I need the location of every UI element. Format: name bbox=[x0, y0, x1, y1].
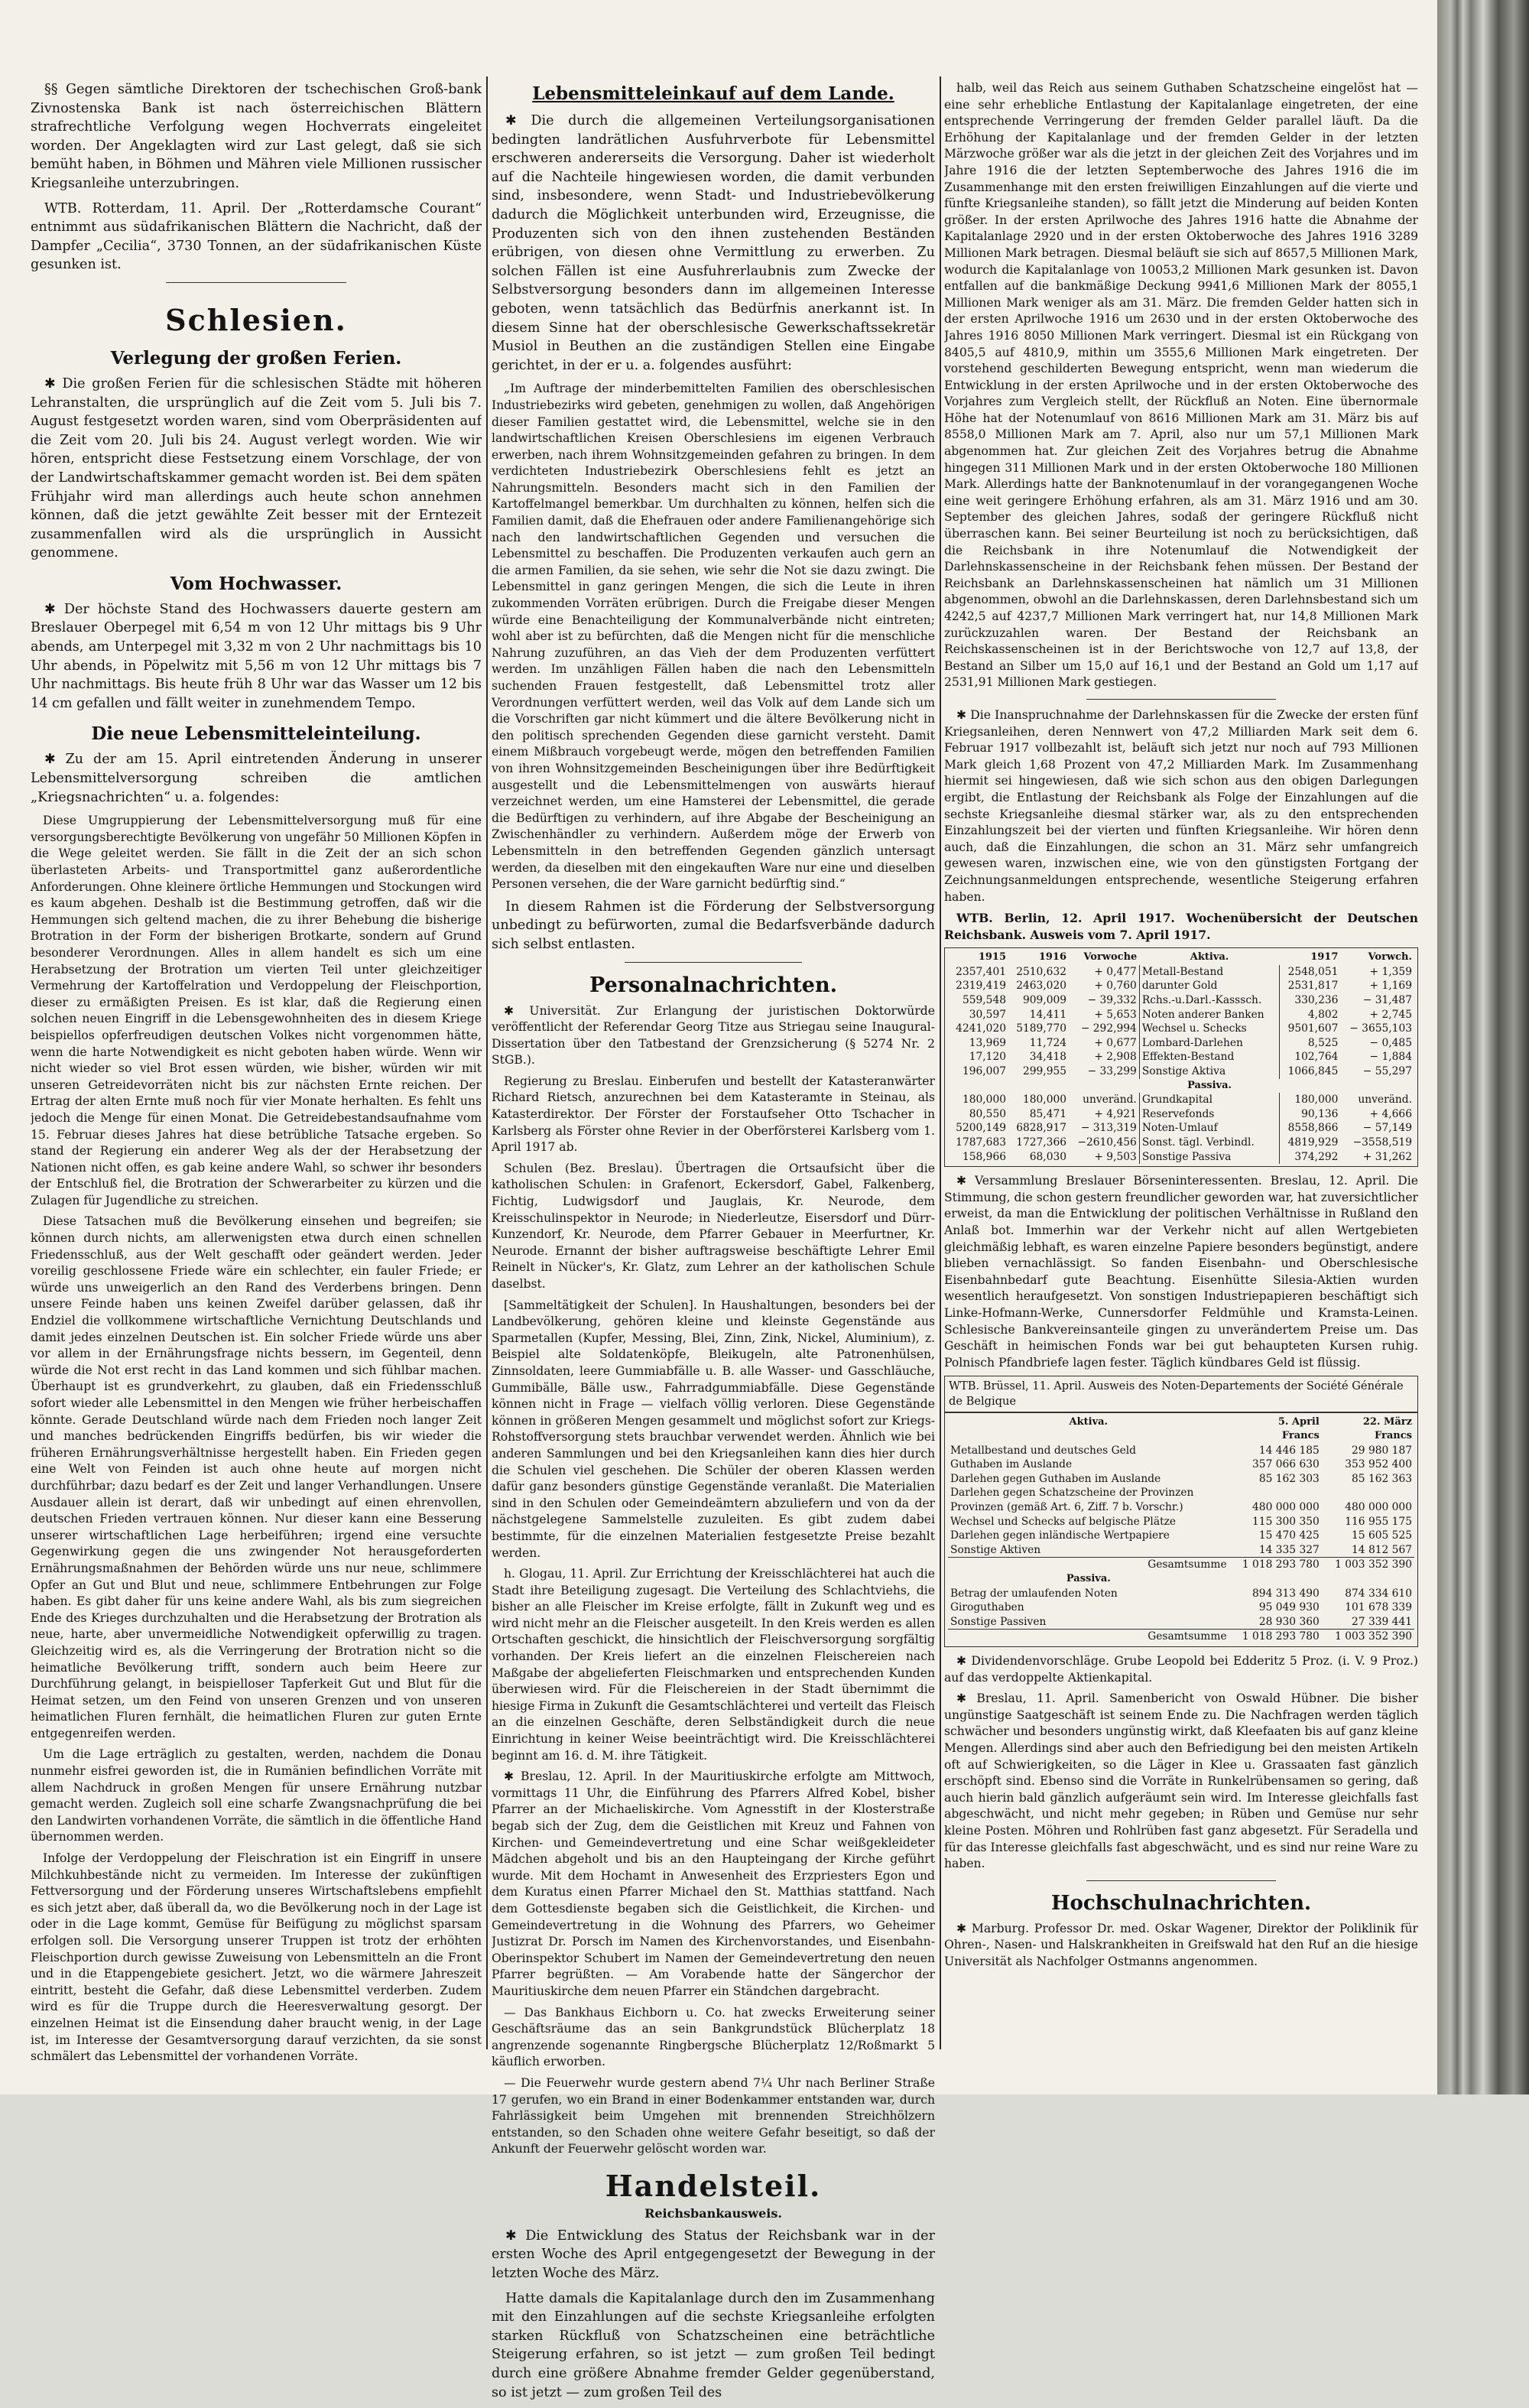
table-row bbox=[948, 1150, 1414, 1165]
table-cell: 2319,419 bbox=[956, 980, 1007, 993]
separator bbox=[166, 282, 346, 283]
table-cell: −2610,456 bbox=[1077, 1136, 1137, 1149]
row-label: Sonstige Aktiva bbox=[1139, 1064, 1280, 1079]
col-header: Aktiva. bbox=[1190, 951, 1229, 964]
table-cell: − 31,487 bbox=[1362, 994, 1412, 1007]
col-header: 5. April bbox=[1277, 1415, 1320, 1428]
table-cell: 480 000 000 bbox=[1252, 1501, 1320, 1514]
headline-lebensmitteleinteilung: Die neue Lebensmitteleinteilung. bbox=[91, 723, 421, 745]
table-cell: 353 952 400 bbox=[1345, 1458, 1412, 1471]
table-row bbox=[948, 1515, 1414, 1529]
article-text: Um die Lage erträglich zu gestalten, werden, nachdem die Donau nunmehr eisfrei geworden ist, die in Rumänien befindlichen Vorräte mit allem Nachdruck in großen Mengen für unsere Ernährung nutzbar gemacht werden. Zugleich soll eine scharfe Zwangsnachprüfung die bei den Landwirten vorhandenen Vorräte, die sämtlich in die öffentliche Hand übernommen werden. bbox=[31, 1747, 482, 1844]
row-label: Guthaben im Auslande bbox=[950, 1458, 1073, 1471]
table-cell: 196,007 bbox=[962, 1065, 1007, 1078]
table-row bbox=[948, 1022, 1414, 1036]
table-cell: 874 334 610 bbox=[1345, 1587, 1412, 1600]
table-cell: 68,030 bbox=[1029, 1150, 1067, 1163]
section-heading-schlesien: Schlesien. bbox=[165, 302, 347, 337]
table-cell: 374,292 bbox=[1280, 1150, 1341, 1165]
row-label: Wechsel und Schecks auf belgische Plätze bbox=[950, 1515, 1177, 1528]
row-label: Provinzen (gemäß Art. 6, Ziff. 7 b. Vorschr.) bbox=[950, 1501, 1183, 1514]
table-cell: unveränd. bbox=[1358, 1094, 1412, 1107]
table-cell: 15 605 525 bbox=[1352, 1529, 1412, 1542]
table-row bbox=[948, 1121, 1414, 1136]
table-cell: 8,525 bbox=[1280, 1036, 1341, 1051]
table-cell: 27 339 441 bbox=[1352, 1615, 1412, 1628]
row-label: darunter Gold bbox=[1139, 979, 1280, 993]
table-cell: 1 003 352 390 bbox=[1322, 1558, 1414, 1572]
article-text: WTB. Rotterdam, 11. April. Der „Rotterdamsche Courant“ entnimmt aus südafrikanischen Blättern die Nachricht, daß der Dampfer „Cecilia“, 3730 Tonnen, an der südafrikanischen Küste gesunken ist. bbox=[31, 200, 482, 273]
table-cell: − 39,332 bbox=[1087, 994, 1137, 1007]
table-cell: 4,802 bbox=[1280, 1008, 1341, 1022]
table-cell: + 0,760 bbox=[1094, 980, 1137, 993]
table-cell: 17,120 bbox=[969, 1051, 1007, 1064]
col-header: Passiva. bbox=[1066, 1573, 1111, 1585]
row-label: Lombard-Darlehen bbox=[1139, 1036, 1280, 1051]
table-cell: 1727,366 bbox=[1016, 1136, 1067, 1149]
table-cell: 29 980 187 bbox=[1352, 1444, 1412, 1457]
table-cell: 330,236 bbox=[1280, 993, 1341, 1008]
row-label: Gesamtsumme bbox=[948, 1630, 1229, 1644]
article-text: Hatte damals die Kapitalanlage durch den im Zusammenhang mit den Einzahlungen auf die sechste Kriegsanleihe erfolgten starken Rückfluß von Schatzscheinen eine beträchtliche Steigerung erfahren, so ist jetzt — zum großen Teil bedingt durch eine größere Abnahme fremder Gelder gegenüberstand, so ist jetzt — zum großen Teil des bbox=[492, 2290, 935, 2400]
table-cell: + 2,745 bbox=[1369, 1008, 1412, 1021]
section-heading-personal: Personalnachrichten. bbox=[589, 973, 837, 997]
headline-ferien: Verlegung der großen Ferien. bbox=[110, 347, 402, 369]
table-row bbox=[948, 1050, 1414, 1064]
row-label: Rchs.-u.Darl.-Kasssch. bbox=[1139, 993, 1280, 1008]
reichsbank-table bbox=[944, 947, 1418, 1167]
table-cell: 158,966 bbox=[962, 1150, 1007, 1163]
table-cell: − 1,884 bbox=[1369, 1051, 1412, 1064]
table-row bbox=[948, 1529, 1414, 1543]
table-row bbox=[948, 1486, 1414, 1500]
table-cell: 2548,051 bbox=[1280, 965, 1341, 980]
row-label: Metall-Bestand bbox=[1139, 965, 1280, 980]
book-edge bbox=[1437, 0, 1529, 2094]
row-label: Wechsel u. Schecks bbox=[1139, 1022, 1280, 1036]
row-label: Gesamtsumme bbox=[948, 1558, 1229, 1572]
table-cell: 2463,020 bbox=[1016, 980, 1067, 993]
table-cell: + 4,921 bbox=[1094, 1107, 1137, 1120]
table-cell: − 57,149 bbox=[1362, 1122, 1412, 1135]
table-cell: 95 049 930 bbox=[1258, 1601, 1320, 1614]
separator bbox=[1086, 1880, 1276, 1881]
table-cell: 14 446 185 bbox=[1258, 1444, 1320, 1457]
belgique-title: WTB. Brüssel, 11. April. Ausweis des Noten-Departements der Société Générale de Belgique bbox=[944, 1376, 1418, 1412]
col-header: 1915 bbox=[978, 951, 1007, 964]
table-row bbox=[948, 1472, 1414, 1487]
table-cell: 6828,917 bbox=[1016, 1122, 1067, 1135]
table-cell: + 4,666 bbox=[1369, 1107, 1412, 1120]
article-text: ✱ Die durch die allgemeinen Verteilungsorganisationen bedingten landrätlichen Ausfuhrverbote für Lebensmittel erschweren andererseits die Versorgung. Daher ist wiederholt auf die Nachteile hingewiesen worden, die damit verbunden sind, insbesondere, wenn Stadt- und Industriebevölkerung dadurch die Möglichkeit unterbunden wird, Erzeugnisse, die Produzenten sich von den ihnen zustehenden Beständen erübrigen, von diesen ohne Vermittlung zu erwerben. Zu solchen Fällen ist eine Ausfuhrerlaubnis zum Zwecke der Selbstversorgung besonders dann im allgemeinen Interesse geboten, wenn tatsächlich das Bedürfnis anerkannt ist. In diesem Sinne hat der oberschlesische Gewerkschaftssekretär Musiol in Beuthen an die zuständigen Stellen eine Eingabe gerichtet, in der er u. a. folgendes ausführt: bbox=[492, 113, 935, 373]
row-label: Sonst. tägl. Verbindl. bbox=[1139, 1136, 1280, 1150]
table-cell: 180,000 bbox=[1022, 1094, 1067, 1107]
table-cell bbox=[1229, 1486, 1322, 1500]
headline-lebensmitteleinkauf: Lebensmitteleinkauf auf dem Lande. bbox=[532, 83, 894, 104]
article-text: ✱ Zu der am 15. April eintretenden Änderung in unserer Lebensmittelversorgung schreiben die amtlichen „Kriegsnachrichten“ u. a. folgendes: bbox=[31, 752, 482, 805]
article-text: ✱ Breslau, 12. April. In der Mauritiuskirche erfolgte am Mittwoch, vormittags 11 Uhr, die Einführung des Pfarrers Alfred Kobel, bisher Pfarrer an der Michaeliskirche. Vom Agnesstift in der Klosterstraße begab sich der Zug, dem die Geistlichen mit Kreuz und Fahnen von Kirchen- und Gemeindevertretung und eine Schar weißgekleideter Mädchen abgeholt und bis an den Haupteingang der Kirche geführt wurde. Mit dem Hochamt in Anwesenheit des Erzpriesters Egon und dem Kuratus einen Pfarrer Michael den St. Matthias stattfand. Nach dem Gottesdienste begaben sich die Geistlichkeit, die Kirchen- und Gemeindevertretung in die Wohnung des Pfarrers, wo Geheimer Justizrat Dr. Porsch im Namen des Kirchenvorstandes, und Eisenbahn-Oberinspektor Schubert im Namen der Gemeindevertretung den neuen Pfarrer begrüßten. — Am Vorabende hatte der Sängerchor der Mauritiuskirche dem neuen Pfarrer ein Ständchen dargebracht. bbox=[492, 1769, 935, 1998]
table-row bbox=[948, 1136, 1414, 1150]
article-text: ✱ Breslau, 11. April. Samenbericht von Oswald Hübner. Die bisher ungünstige Saatgeschäft ist seinem Ende zu. Die Nachfragen werden täglich schwächer und besonders ungünstig wirkt, daß Kleefaaten bis auf ganz kleine Mengen. Allerdings sind aber auch den Befriedigung bei den meisten Artikeln oft auf Schwierigkeiten, so die Läger in Klee u. Grassaaten fast gänzlich erschöpft sind. Ebenso sind die Vorräte in Runkelrübensamen so gering, daß auch hierin bald gänzlich aufgeräumt sein wird. Im Interesse gleichfalls fast abgeschwächt, und nicht mehr gegeben; in Rüben und Gemüse nur sehr kleine Posten. Möhren und Rohlrüben fast ganz abgesetzt. Für Seradella und für das Interesse gleichfalls fast abgeschwächt, und es sind nur reine Ware zu haben. bbox=[944, 1691, 1418, 1871]
row-label: Darlehen gegen Schatzscheine der Provinzen bbox=[950, 1487, 1194, 1500]
subheading-reichsbankausweis: Reichsbankausweis. bbox=[644, 2205, 782, 2221]
table-cell: 559,548 bbox=[962, 994, 1007, 1007]
row-label: Metallbestand und deutsches Geld bbox=[950, 1444, 1137, 1457]
table-row bbox=[948, 1036, 1414, 1051]
article-text: §§ Gegen sämtliche Direktoren der tschechischen Groß-bank Zivnostenska Bank ist nach österreichischen Blättern strafrechtliche Verfolgung wegen Hochverrats eingeleitet worden. Der Angeklagten wird zur Last gelegt, daß sie sich bemüht haben, in Böhmen und Mähren viele Millionen russischer Kriegsanleihe unterzubringen. bbox=[31, 82, 482, 191]
section-heading-hochschul: Hochschulnachrichten. bbox=[1050, 1891, 1312, 1915]
row-label: Giroguthaben bbox=[950, 1601, 1024, 1614]
table-cell: 13,969 bbox=[969, 1036, 1007, 1049]
table-cell: 1787,683 bbox=[956, 1136, 1007, 1149]
table-cell: + 1,169 bbox=[1369, 980, 1412, 993]
article-text: „Im Auftrage der minderbemittelten Familien des oberschlesischen Industriebezirks wird gebeten, genehmigen zu wollen, daß Angehörigen dieser Familien gestattet wird, die Lebensmittel, welche sie in den landwirtschaftlichen Kreisen Oberschlesiens im eigenen Verbrauch erwerben, nach ihrem Wohnsitzgemeinden gefahren zu bringen. In dem verdichteten Industriebezirk Oberschlesiens fehlt es jetzt an Nahrungsmitteln. Besonders macht sich in den Familien der Kartoffelmangel bemerkbar. Um durchhalten zu können, helfen sich die Familien damit, daß die Ehefrauen oder andere Familienangehörige sich nach den landwirtschaftlichen Gegenden und versuchen die Lebensmittel zu beschaffen. Die Produzenten verkaufen auch gern an die armen Familien, da sie sehen, wie sehr die Not sie dazu zwingt. Die Lebensmittel in ganz geringen Mengen, die sich die Leute in ihren zukommenden Vorräten erübrigen. Durch die Freigabe dieser Mengen würde eine Benachteiligung der Kommunalverbände nicht eintreten; wohl aber ist zu befürchten, daß die Mengen nicht für die menschliche Nahrung zuzuführen, an das Vieh der dem Produzenten verfüttert werden. Im unzähligen Fällen haben die nach den Lebensmitteln suchenden Frauen festgestellt, daß Lebensmittel trotz aller Verordnungen verfüttert werden, weil das Volk auf dem Lande sich um die Vorschriften gar nicht kümmert und die ältere Bevölkerung nicht in den politisch sprechenden Gegenden diese garnicht versteht. Damit einem Mißbrauch vorgebeugt werde, mögen den betreffenden Familien von ihren Wohnsitzgemeinden Bescheinigungen über ihre Bedürftigkeit ausgestellt und die Lebensmittelmengen von auswärts hierauf verzeichnet werden, um eine Hamsterei der Lebensmittel, die gerade die Bedürftigen zu verhindern, auf ihre Abgabe der Bescheinigung an Zwischenhändler zu verhindern. Außerdem möge der Erwerb von Lebensmitteln in den betreffenden Gegenden gänzlich untersagt werden, da dieselben mit den eingekauften Ware nur eine und dieselben Personen versehen, die der Ware garnicht bedürftig sind.“ bbox=[492, 382, 935, 892]
col-header: Francs bbox=[1281, 1430, 1320, 1442]
table-cell: 8558,866 bbox=[1280, 1121, 1341, 1136]
article-text: ✱ Dividendenvorschläge. Grube Leopold bei Edderitz 5 Proz. (i. V. 9 Proz.) auf das verdoppelte Aktienkapital. bbox=[944, 1654, 1418, 1685]
table-cell: 1066,845 bbox=[1280, 1064, 1341, 1079]
table-cell: 15 470 425 bbox=[1258, 1529, 1320, 1542]
table-cell bbox=[1322, 1486, 1414, 1500]
table-cell: 14 812 567 bbox=[1352, 1543, 1412, 1556]
col-header: Passiva. bbox=[1187, 1079, 1232, 1091]
table-cell: − 0,485 bbox=[1369, 1036, 1412, 1049]
separator bbox=[1086, 699, 1276, 700]
row-label: Reservefonds bbox=[1139, 1107, 1280, 1122]
table-row bbox=[948, 1457, 1414, 1472]
row-label: Betrag der umlaufenden Noten bbox=[950, 1587, 1118, 1600]
row-label: Noten-Umlauf bbox=[1139, 1121, 1280, 1136]
article-text: ✱ Versammlung Breslauer Börseninteressenten. Breslau, 12. April. Die Stimmung, die schon gestern freundlicher geworden war, hat zuversichtlicher erweist, da man die Entwicklung der politischen Verhältnisse in Rußland den Anlaß bot. Immerhin war der Verkehr nicht auf allen Wertgebieten gleichmäßig lebhaft, es waren einzelne Papiere besonders begünstigt, andere blieben vernachlässigt. So fanden Eisenbahn- und Oberschlesische Eisenbahnbedarf gute Beachtung. Eisenhütte Silesia-Aktien wurden wesentlich heraufgesetzt. Von sonstigen Industriepapieren beschäftigt sich Linke-Hofmann-Werke, Cunnersdorfer Feldmühle und Kramsta-Leinen. Schlesische Bankvereinsanteile gingen zu unverändertem Preise um. Das Geschäft in heimischen Fonds war bei gut behaupteten Kursen ruhig. Polnisch Pfandbriefe lagen fester. Täglich kündbares Geld ist flüssig. bbox=[944, 1174, 1418, 1370]
column-right bbox=[944, 80, 1418, 1975]
table-cell: 14 335 327 bbox=[1258, 1543, 1320, 1556]
table-row bbox=[948, 1543, 1414, 1558]
table-cell: 14,411 bbox=[1029, 1008, 1067, 1021]
col-header: 1917 bbox=[1310, 951, 1339, 964]
col-header: 1916 bbox=[1038, 951, 1067, 964]
table-cell: + 1,359 bbox=[1369, 965, 1412, 978]
article-text: WTB. Berlin, 12. April 1917. Wochenübersicht der Deutschen Reichsbank. Ausweis vom 7. April 1917. bbox=[944, 911, 1418, 942]
article-text: — Die Feuerwehr wurde gestern abend 7¼ Uhr nach Berliner Straße 17 gerufen, wo ein Brand in einer Bodenkammer entstanden war, durch Fahrlässigkeit beim Umgehen mit brennenden Streichhölzern entstanden, so den Schaden ohne weitere Gefahr beseitigt, so daß der Ankunft der Feuerwehr gelöscht worden war. bbox=[492, 2075, 935, 2156]
table-cell: 115 300 350 bbox=[1252, 1515, 1320, 1528]
table-cell: + 2,908 bbox=[1094, 1051, 1137, 1064]
table-cell: 34,418 bbox=[1029, 1051, 1067, 1064]
table-cell: 2510,632 bbox=[1016, 965, 1067, 978]
row-label: Sonstige Passiva bbox=[1139, 1150, 1280, 1165]
table-cell: 85 162 363 bbox=[1352, 1472, 1412, 1485]
table-cell: 30,597 bbox=[969, 1008, 1007, 1021]
table-cell: 180,000 bbox=[962, 1094, 1007, 1107]
separator bbox=[625, 962, 802, 963]
article-text: — Das Bankhaus Eichborn u. Co. hat zwecks Erweiterung seiner Geschäftsräume das an sein Bankgrundstück Blücherplatz 18 angrenzende sogenannte Ringbergsche Blücherplatz 12/Roßmarkt 5 käuflich erworben. bbox=[492, 2005, 935, 2069]
col-header: Aktiva. bbox=[1069, 1415, 1109, 1428]
table-cell: 1 018 293 780 bbox=[1229, 1558, 1322, 1572]
article-text: ✱ Die Inanspruchnahme der Darlehnskassen für die Zwecke der ersten fünf Kriegsanleihen, deren Nennwert von 47,2 Milliarden Mark seit dem 6. Februar 1917 vollbezahlt ist, beläuft sich jetzt nur noch auf 793 Millionen Mark gleich 1,68 Prozent von 47,2 Milliarden Mark. Im Zusammenhang hiermit sei hingewiesen, daß wie sich schon aus den obigen Darlegungen ergibt, die Entlastung der Reichsbank als Folge der Einzahlungen auf die sechste Kriegsanleihe diesmal stärker war, als zu den entsprechenden Einzahlungszeit bei der vierten und fünften Kriegsanleihe. Wir hören denn auch, daß die Einzahlungen, die schon an 31. März sehr umfangreich gewesen waren, inzwischen eine, wie von den günstigsten Fortgang der Zeichnungsanmeldungen entsprechende, wesentliche Steigerung erfahren haben. bbox=[944, 707, 1418, 904]
article-text: Diese Tatsachen muß die Bevölkerung einsehen und begreifen; sie können durch nichts, am allerwenigsten etwa durch einen schnellen Friedensschluß, aus der Welt geschafft oder geändert werden. Jeder voreilig geschlossene Friede wäre ein schlechter, ein fauler Friede; er würde uns unweigerlich an den Rand des Verderbens bringen. Denn unsere Feinde haben uns keinen Zweifel darüber gelassen, daß ihr Endziel die vollkommene wirtschaftliche Vernichtung Deutschlands und damit jedes einzelnen Deutschen ist. Ein solcher Friede würde uns aber vor allem in der Ernährungsfrage nichts bessern, im Gegenteil, denn würde die Not erst recht in das Land kommen und sich fühlbar machen. Überhaupt ist es grundverkehrt, zu glauben, daß ein Friedensschluß sofort wieder alle Lebensmittel in den Mengen wie früher herbeischaffen könnte. Gerade Deutschland würde nach dem Frieden noch langer Zeit und manches bedrückenden Eingriffs bedürfen, bis wir wieder die früheren Ernährungsverhältnisse hergestellt haben. Ein Frieden gegen eine Welt von Feinden ist auch ohne heute auf morgen nicht durchführbar; dazu bedarf es der Zeit und langer Verhandlungen. Unsere Ausdauer allein ist derart, daß wir unbedingt auf einen ehrenvollen, deutschen Frieden vertrauen können. Nur dieser kann eine Besserung unserer wirtschaftlichen Lage herbeiführen; irgend eine versuchte Gegenwirkung gegen die uns zwingender Not herausgeforderten Ernährungsmaßnahmen der Behörden würde uns nur neue, schlimmere Opfer an Gut und Blut und neue, schlimmere Entbehrungen zur Folge haben. Es gibt daher für uns keine andere Wahl, als bis zum siegreichen Ende des Krieges durchzuhalten und die Herabsetzung der Brotration als neue, harte, aber unvermeidliche Notwendigkeit opferwillig zu tragen. Gleichzeitig wird es, als die Verringerung der Brotration nicht so die heimatliche Bevölkerung trifft, sondern auch beim Heere zur Durchführung gelangt, in beispielloser Tapferkeit Gut und Blut für die Heimat setzen, um den Feind von unseren Grenzen und von unseren heimatlichen Fluren fernhält, die heimatlichen Fluren zur guten Ernte entgegenreifen werden. bbox=[31, 1214, 482, 1740]
article-text: In diesem Rahmen ist die Förderung der Selbstversorgung unbedingt zu befürworten, zumal die Bedarfsverbände dadurch sich selbst entlasten. bbox=[492, 899, 935, 952]
article-text: Regierung zu Breslau. Einberufen und bestellt der Katasteranwärter Richard Rietsch, anzurechnen bei dem Katasteramte in Steinau, als Katasterdirektor. Der Förster der Forstaufseher Otto Tschacher in Karlsberg als Förster ohne Revier in der Oberförsterei Karlsberg vom 1. April 1917 ab. bbox=[492, 1074, 935, 1155]
table-cell: 90,136 bbox=[1280, 1107, 1341, 1122]
table-row bbox=[948, 1064, 1414, 1079]
table-cell: + 0,477 bbox=[1094, 965, 1137, 978]
article-text: Schulen (Bez. Breslau). Übertragen die Ortsaufsicht über die katholischen Schulen: in Grafenort, Eckersdorf, Gabel, Falkenberg, Fichtig, Ludwigsdorf und Jauglais, Kr. Neurode, dem Kreisschulinspektor in Neurode; in Niederleutze, Eisersdorf und Dürr-Kunzendorf, Kr. Neurode, dem Pfarrer Gebauer in Meerfurtner, Kr. Neurode. Ernannt der bisher auftragsweise beschäftigte Lehrer Emil Reinelt in Nücker's, Kr. Glatz, zum Lehrer an der katholischen Schule daselbst. bbox=[492, 1161, 935, 1291]
table-cell: − 292,994 bbox=[1080, 1022, 1137, 1035]
column-left bbox=[31, 80, 482, 2070]
table-cell: − 313,319 bbox=[1080, 1122, 1137, 1135]
table-cell: unveränd. bbox=[1083, 1094, 1137, 1107]
table-row bbox=[948, 979, 1414, 993]
table-cell: 299,955 bbox=[1022, 1065, 1067, 1078]
table-cell: 180,000 bbox=[1280, 1093, 1341, 1107]
table-cell: + 31,262 bbox=[1362, 1150, 1412, 1163]
table-cell: 2531,817 bbox=[1280, 979, 1341, 993]
row-label: Effekten-Bestand bbox=[1139, 1050, 1280, 1064]
table-cell: 80,550 bbox=[969, 1107, 1007, 1120]
col-header: Francs bbox=[1375, 1430, 1412, 1442]
table-cell: − 3655,103 bbox=[1349, 1022, 1412, 1035]
table-cell: 102,764 bbox=[1280, 1050, 1341, 1064]
table-row bbox=[948, 1558, 1414, 1572]
table-cell: −3558,519 bbox=[1352, 1136, 1412, 1149]
table-row bbox=[948, 993, 1414, 1008]
table-cell: 5189,770 bbox=[1016, 1022, 1067, 1035]
table-cell: 85 162 303 bbox=[1258, 1472, 1320, 1485]
column-rule bbox=[486, 76, 488, 2049]
table-cell: + 0,677 bbox=[1094, 1036, 1137, 1049]
table-cell: 11,724 bbox=[1029, 1036, 1067, 1049]
table-cell: 5200,149 bbox=[956, 1122, 1007, 1135]
row-label: Grundkapital bbox=[1139, 1093, 1280, 1107]
article-text: Diese Umgruppierung der Lebensmittelversorgung muß für eine versorgungsberechtigte Bevölkerung von ungefähr 50 Millionen Köpfen in die Wege geleitet werden. Sie fällt in die Zeit der an sich schon überlasteten Arbeits- und Transportmittel ganz außerordentliche Anforderungen. Ohne kleinere örtliche Hemmungen und Stockungen wird es kaum abgehen. Deshalb ist die Bestimmung getroffen, daß wir die Hemmungen sich geltend machen, die zu ihrer Behebung die bisherige Brotration in der Form der bisherigen Brotkarte, sondern auf Grund besonderer Verordnungen. Alles in allem handelt es sich um eine Herabsetzung der Brotration um vierten Teil unter gleichzeitiger Vermehrung der Kartoffelration und Verdoppelung der Fleischportion, dieser zu ermäßigten Preisen. Es ist klar, daß die Regierung einen solchen neuen Eingriff in die Lebensgewohnheiten des in diesem Kriege beispiellos opferfreudigen deutschen Volkes nicht vorgenommen hätte, wenn die harte Notwendigkeit es nicht geboten haben würde. Wenn wir nicht wieder so viel Brot essen würden, wie bisher, würden wir mit unseren Getreidevorräten nicht bis zur nächsten Ernte reichen. Der Ertrag der alten Ernte muß noch für vier Monate herhalten. Es fehlt uns jedoch die Menge für einen Monat. Die Getreidebestandsaufnahme vom 15. Februar dieses Jahres hat diese betrübliche Tatsache ergeben. So stand der Regierung ein anderer Weg als der der Herabsetzung der Nationen nicht offen, es gab keine andere Wahl, so schwer ihr besonders der Entschluß fiel, die Brotration der Schwerarbeiter zu kürzen und die Zulagen für Jugendliche zu streichen. bbox=[31, 814, 482, 1207]
table-cell: 4819,929 bbox=[1280, 1136, 1341, 1150]
table-cell: 85,471 bbox=[1029, 1107, 1067, 1120]
article-text: ✱ Marburg. Professor Dr. med. Oskar Wagener, Direktor der Poliklinik für Ohren-, Nasen- und Halskrankheiten in Greifswald hat den Ruf an die hiesige Universität als Nachfolger Ostmanns angenommen. bbox=[944, 1921, 1418, 1968]
row-label: Darlehen gegen inländische Wertpapiere bbox=[950, 1529, 1170, 1542]
row-label: Darlehen gegen Guthaben im Auslande bbox=[950, 1472, 1161, 1485]
table-cell: 1 003 352 390 bbox=[1322, 1630, 1414, 1644]
table-cell: 894 313 490 bbox=[1252, 1587, 1320, 1600]
table-row bbox=[948, 1587, 1414, 1601]
article-text: h. Glogau, 11. April. Zur Errichtung der Kreisschlächterei hat auch die Stadt ihre Beteiligung zugesagt. Die Verteilung des Schlachtviehs, die bisher an alle Fleischer im Kreise erfolgte, fällt in Zukunft weg und es wird nicht mehr an die Fleischer ausgeteilt. In den Kreis werden es allen Ortschaften geschickt, die hinsichtlich der Fleischversorgung sorgfältig vorhanden. Der Kreis liefert an die einzelnen Fleischereien nach Maßgabe der abgelieferten Fleischmarken und entsprechenden Kunden überwiesen wird. Für die Fleischereien in der Stadt übernimmt die hiesige Firma in Zukunft die Gesamtschlächterei und verteilt das Fleisch an die einzelnen Geschäfte, deren Selbständigkeit durch die neue Einrichtung in keiner Weise beeinträchtigt wird. Die Kreisschlächterei beginnt am 16. d. M. ihre Tätigkeit. bbox=[492, 1567, 935, 1763]
article-text: halb, weil das Reich aus seinem Guthaben Schatzscheine eingelöst hat — eine sehr erhebliche Entlastung der Kapitalanlage eingetreten, der eine entsprechende Verringerung der fremden Gelder parallel läuft. Da die Erhöhung der Kapitalanlage und der fremden Gelder in der letzten Märzwoche größer war als die jetzt in der gleichen Zeit des Vorjahres und im Jahre 1916 die der letzten Septemberwoche des Jahres 1916 die im Zusammenhange mit den ersten freiwilligen Einzahlungen auf die vierte und fünfte Kriegsanleihe standen), so fällt jetzt die Minderung auf beiden Konten größer. In der ersten Aprilwoche des Jahres 1916 hatte die Abnahme der Kapitalanlage 2920 und in der ersten Oktoberwoche des Jahres 1916 3289 Millionen Mark betragen. Diesmal beläuft sie sich auf 8657,5 Millionen Mark, wodurch die Kapitalanlage von 10053,2 Millionen Mark gesunken ist. Davon entfallen auf die bankmäßige Deckung 9941,6 Millionen Mark der 8055,1 Millionen Mark weniger als am 31. März. Die fremden Gelder hatten sich in der ersten Aprilwoche 1916 um 2630 und in der ersten Oktoberwoche des Jahres 1916 8050 Millionen Mark verringert. Diesmal ist ein Rückgang von 8405,5 auf 4810,9, mithin um 3555,6 Millionen Mark eingetreten. Der vorstehend geschilderten Bewegung entspricht, wenn man wiederum die Entwicklung in der ersten Aprilwoche und in der ersten Oktoberwoche des Vorjahres zum Vergleich stellt, der Rückfluß an Noten. Eine übernormale Höhe hat der Notenumlauf von 8616 Millionen Mark am 31. März bis auf 8558,0 Millionen Mark am 7. April, also nur um 57,1 Millionen Mark abgenommen hat. Zur gleichen Zeit des Vorjahres betrug die Abnahme hingegen 311 Millionen Mark und in der ersten Oktoberwoche 180 Millionen Mark. Allerdings hatte der Banknotenumlauf in der vorangegangenen Woche eine weit geringere Erhöhung erfahren, als am 31. März 1916 und am 30. September des gleichen Jahres, sodaß der geringere Rückfluß nicht überraschen kann. Bei seiner Beurteilung ist noch zu berücksichtigen, daß die Reichsbank in ihre Notenumlauf die Notwendigkeit der Darlehnskassenscheine in der Reichsbank fehen müssen. Der Bestand der Reichsbank an Darlehnskassenscheinen hat nämlich um 31 Millionen abgenommen, obwohl an die Darlehnskassen, deren Darlehnsbestand sich um 4242,5 auf 4237,7 Millionen Mark verringert hat, nur 14,8 Millionen Mark zurückzuzahlen waren. Der Bestand der Reichsbank an Reichskassenscheinen ist in der Berichtswoche von 12,7 auf 13,8, der Bestand an Silber um 15,0 auf 16,1 und der Bestand an Gold um 1,17 auf 2531,91 Millionen Mark gestiegen. bbox=[944, 81, 1418, 690]
table-row bbox=[948, 1630, 1414, 1644]
table-cell: 2357,401 bbox=[956, 965, 1007, 978]
article-text: Infolge der Verdoppelung der Fleischration ist ein Eingriff in unsere Milchkuhbestände nicht zu vermeiden. Im Interesse der zukünftigen Fettversorgung und der Förderung unseres Wirtschaftslebens empfiehlt es sich jetzt aber, daß überall da, wo die Bevölkerung noch in der Lage ist oder in die Lage kommt, Gemüse für Beifügung zu möglichst sparsam erfolgen soll. Die Versorgung unserer Truppen ist trotz der erhöhten Fleischportion durch gewisse Zuweisung von Lebensmitteln an die Front und in die Etappengebiete gesichert. Jetzt, wo die wärmere Jahreszeit eintritt, besteht die Gefahr, daß diese Lebensmittel verderben. Zudem wird es für die Truppe durch die Heeresverwaltung gesorgt. Der einzelnen Heimat ist die Einsendung daher braucht wenig, in der Lage ist, im Interesse der Gesamtversorgung darauf verzichten, da sie sonst schmälert das Lebensmittel der vorhandenen Vorräte. bbox=[31, 1851, 482, 2064]
table-row bbox=[948, 965, 1414, 980]
table-cell: + 9,503 bbox=[1094, 1150, 1137, 1163]
table-cell: 357 066 630 bbox=[1252, 1458, 1320, 1471]
headline-hochwasser: Vom Hochwasser. bbox=[170, 573, 342, 594]
belgique-table bbox=[944, 1412, 1418, 1648]
row-label: Sonstige Passiven bbox=[950, 1615, 1047, 1628]
table-cell: − 55,297 bbox=[1362, 1065, 1412, 1078]
article-text: ✱ Universität. Zur Erlangung der juristischen Doktorwürde veröffentlicht der Referendar Georg Titze aus Striegau seine Inaugural-Dissertation über den Tatbestand der Grenzsicherung (§ 5274 Nr. 2 StGB.). bbox=[492, 1003, 935, 1068]
table-cell: 116 955 175 bbox=[1345, 1515, 1412, 1528]
section-heading-handelsteil: Handelsteil. bbox=[605, 2168, 822, 2203]
table-cell: 1 018 293 780 bbox=[1229, 1630, 1322, 1644]
col-header: 22. März bbox=[1362, 1415, 1412, 1428]
table-cell: − 33,299 bbox=[1087, 1065, 1137, 1078]
col-header: Vorwch. bbox=[1368, 951, 1412, 964]
table-row bbox=[948, 1615, 1414, 1630]
table-cell: 9501,607 bbox=[1280, 1022, 1341, 1036]
table-row bbox=[948, 1107, 1414, 1122]
table-row bbox=[948, 1444, 1414, 1458]
table-cell: 28 930 360 bbox=[1258, 1615, 1320, 1628]
article-text: ✱ Die Entwicklung des Status der Reichsbank war in der ersten Woche des April entgegengesetzt der Bewegung in der letzten Woche des März. bbox=[492, 2228, 935, 2282]
row-label: Noten anderer Banken bbox=[1139, 1008, 1280, 1022]
row-label: Sonstige Aktiven bbox=[950, 1543, 1041, 1556]
table-cell: 909,009 bbox=[1022, 994, 1067, 1007]
table-row bbox=[948, 1500, 1414, 1515]
table-cell: 4241,020 bbox=[956, 1022, 1007, 1035]
table-row bbox=[948, 1093, 1414, 1107]
article-text: ✱ Der höchste Stand des Hochwassers dauerte gestern am Breslauer Oberpegel mit 6,54 m von 12 Uhr mittags bis 9 Uhr abends, am Unterpegel mit 3,32 m von 2 Uhr nachmittags bis 10 Uhr abends, in Pöpelwitz mit 5,56 m von 12 Uhr mittags bis 7 Uhr nachmittags. Bis heute früh 8 Uhr war das Wasser um 12 bis 14 cm gefallen und fällt weiter in zunehmendem Tempo. bbox=[31, 601, 482, 711]
article-text: ✱ Die großen Ferien für die schlesischen Städte mit höheren Lehranstalten, die ursprünglich auf die Zeit vom 5. Juli bis 7. August festgesetzt worden waren, sind vom Oberpräsidenten auf die Zeit vom 20. Juli bis 24. August verlegt worden. Wie wir hören, entspricht diese Festsetzung einem Vorschlage, der von der Landwirtschaftskammer gemacht worden ist. Bei dem späten Frühjahr wird man allerdings auch heute schon annehmen können, daß die jetzt gewählte Zeit besser mit der Erntezeit zusammenfallen wird als die ursprünglich in Aussicht genommene. bbox=[31, 375, 482, 561]
column-rule bbox=[940, 76, 941, 2049]
table-cell: + 5,653 bbox=[1094, 1008, 1137, 1021]
col-header: Vorwoche bbox=[1083, 951, 1138, 964]
table-row bbox=[948, 1600, 1414, 1615]
table-row bbox=[948, 1008, 1414, 1022]
article-text: [Sammeltätigkeit der Schulen]. In Haushaltungen, besonders bei der Landbevölkerung, gehören kleine und kleinste Gegenstände aus Sparmetallen (Kupfer, Messing, Blei, Zinn, Zink, Nickel, Aluminium), z. Beispiel alte Soldatenköpfe, Bleikugeln, alte Patronenhülsen, Zinnsoldaten, leere Gummiabfälle u. B. alle Wasser- und Gasschläuche, Gummibälle, Bälle usw., Fahrradgummiabfälle. Diese Gegenstände können nicht in Frage — vielfach völlig verloren. Diese Gegenstände können in größeren Mengen gesammelt und möglichst sofort zur Kriegs-Rohstoffversorgung stets brauchbar verwendet werden. Ähnlich wie bei anderen Sammlungen und bei den Kriegsanleihen kann dies hier durch die Schulen viel geschehen. Die Schüler der oberen Klassen werden dafür ganz besonders günstige Gegenstände veranlaßt. Die Materialien sind in den Schulen oder Gemeindeämtern abzuliefern und von da der nächstgelegene Sammelstelle zuzuleiten. Es gibt zudem dabei bestimmte, für die einzelnen Materialien festgesetzte Preise bezahlt werden. bbox=[492, 1298, 935, 1560]
column-middle bbox=[492, 80, 935, 2408]
table-cell: 480 000 000 bbox=[1345, 1501, 1412, 1514]
table-cell: 101 678 339 bbox=[1345, 1601, 1412, 1614]
